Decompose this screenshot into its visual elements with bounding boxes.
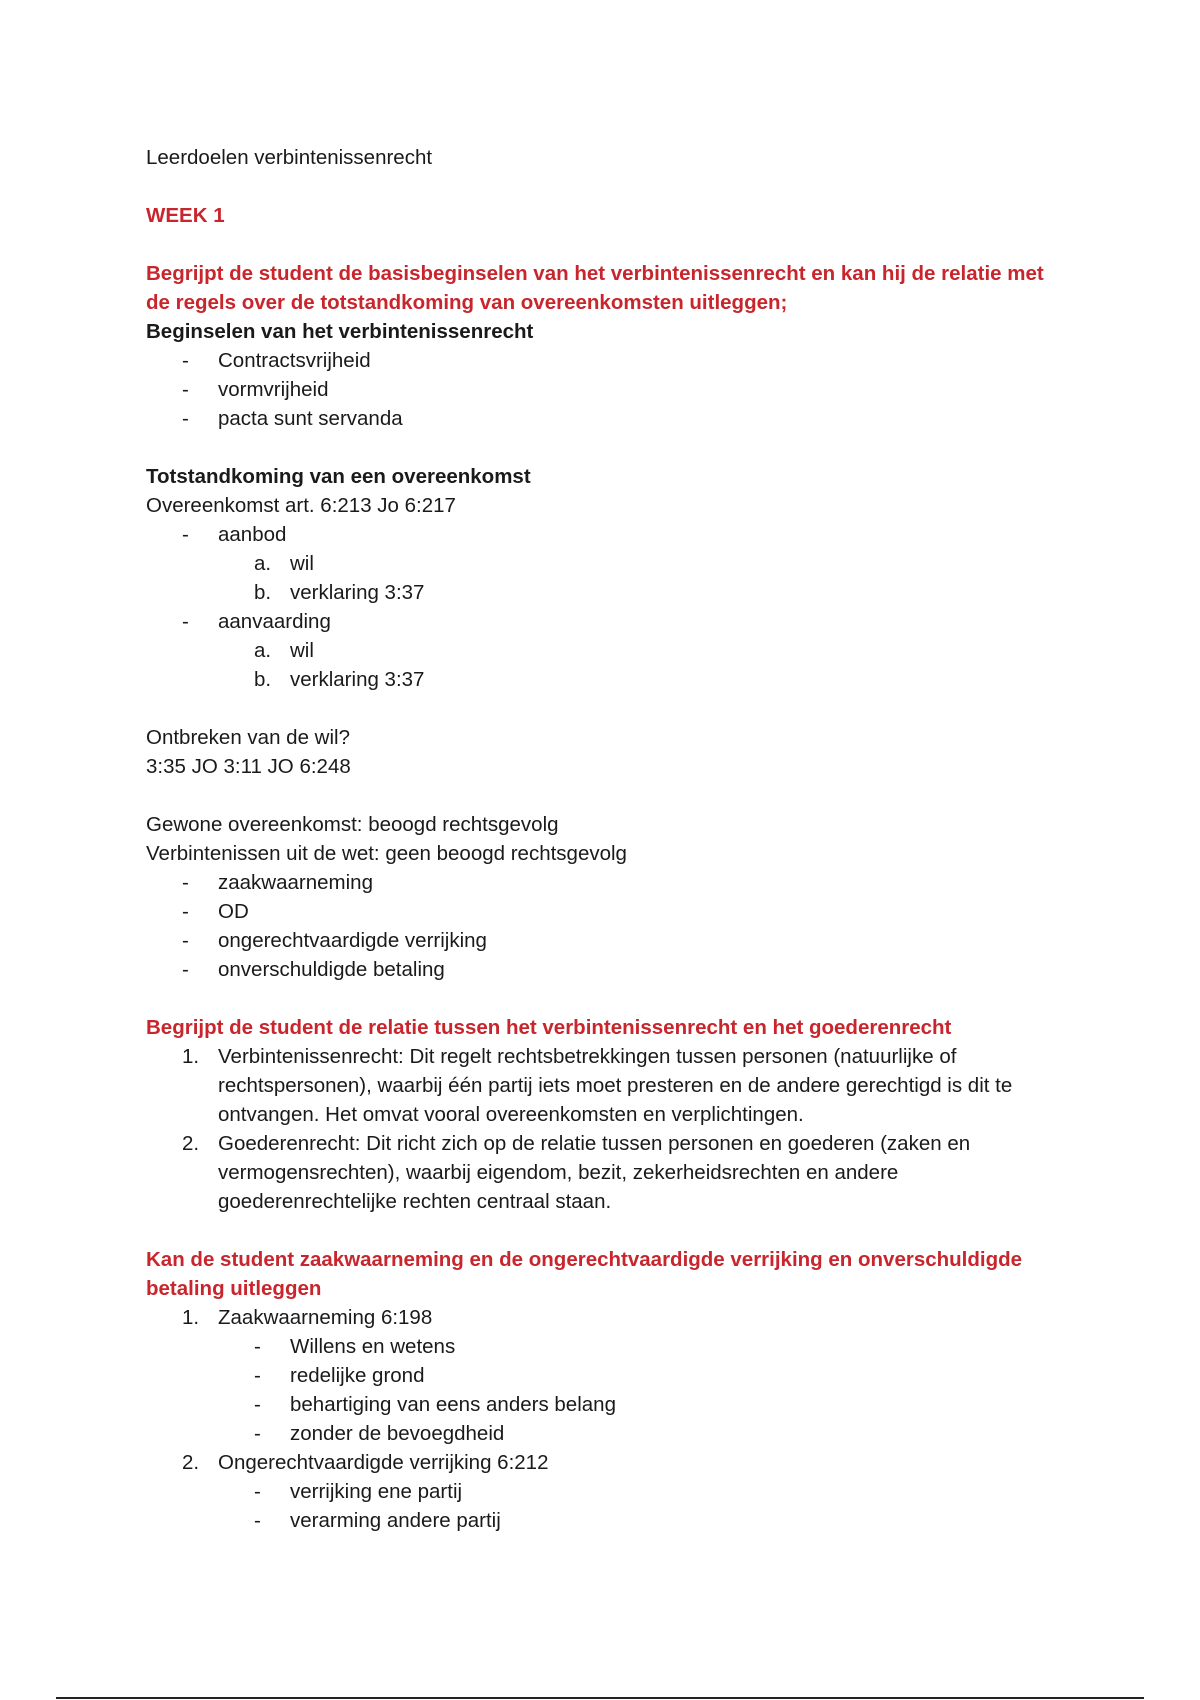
numbered-item: 2. Ongerechtvaardigde verrijking 6:212: [182, 1451, 549, 1474]
sub-list-item: a. wil: [254, 552, 314, 575]
list-item: - ongerechtvaardigde verrijking: [182, 929, 487, 952]
list-item: - onverschuldigde betaling: [182, 958, 445, 981]
document-page: [146, 143, 1066, 1535]
sub-list-item: - Willens en wetens: [254, 1335, 456, 1358]
sub-list-item: - behartiging van eens anders belang: [254, 1393, 616, 1416]
formation-subheading: Totstandkoming van een overeenkomst: [146, 465, 531, 488]
page-bottom-rule: [56, 1697, 1144, 1699]
goal2-heading: Begrijpt de student de relatie tussen het verbintenissenrecht en het goederenrecht: [146, 1016, 952, 1039]
formation-reference: Overeenkomst art. 6:213 Jo 6:217: [146, 494, 456, 517]
list-item: - aanvaarding: [182, 610, 331, 633]
law-obligations-line: Verbintenissen uit de wet: geen beoogd rechtsgevolg: [146, 842, 627, 865]
sub-list-item: a. wil: [254, 639, 314, 662]
week-heading: WEEK 1: [146, 204, 225, 227]
list-item: - Contractsvrijheid: [182, 349, 371, 372]
sub-list-item: - verrijking ene partij: [254, 1480, 463, 1503]
sub-list-item: b. verklaring 3:37: [254, 581, 425, 604]
sub-list-item: - zonder de bevoegdheid: [254, 1422, 505, 1445]
document-title: Leerdoelen verbintenissenrecht: [146, 146, 433, 169]
goal3-heading: Kan de student zaakwaarneming en de ongerechtvaardigde verrijking en onverschuldigde betaling uitleggen: [146, 1248, 1023, 1300]
list-item: - zaakwaarneming: [182, 871, 373, 894]
principles-subheading: Beginselen van het verbintenissenrecht: [146, 320, 534, 343]
list-item: - vormvrijheid: [182, 378, 329, 401]
numbered-item: 1. Verbintenissenrecht: Dit regelt rechtsbetrekkingen tussen personen (natuurlijke of rechtspersonen), waarbij één partij iets moet presteren en de andere gerechtigd is dit te ontvangen. Het omvat vooral overeenkomsten en verplichtingen.: [182, 1045, 1013, 1126]
sub-list-item: - verarming andere partij: [254, 1509, 501, 1532]
list-item: - OD: [182, 900, 249, 923]
goal1-heading: Begrijpt de student de basisbeginselen van het verbintenissenrecht en kan hij de relatie met de regels over de totstandkoming van overeenkomsten uitleggen;: [146, 262, 1044, 314]
list-item: - pacta sunt servanda: [182, 407, 403, 430]
numbered-item: 2. Goederenrecht: Dit richt zich op de relatie tussen personen en goederen (zaken en vermogensrechten), waarbij eigendom, bezit, zekerheidsrechten en andere goederenrechtelijke rechten centraal staan.: [182, 1132, 971, 1213]
list-item: - aanbod: [182, 523, 287, 546]
sub-list-item: - redelijke grond: [254, 1364, 425, 1387]
missing-will-reference: 3:35 JO 3:11 JO 6:248: [146, 755, 351, 778]
sub-list-item: b. verklaring 3:37: [254, 668, 425, 691]
missing-will-question: Ontbreken van de wil?: [146, 726, 350, 749]
numbered-item: 1. Zaakwaarneming 6:198: [182, 1306, 433, 1329]
normal-contract-line: Gewone overeenkomst: beoogd rechtsgevolg: [146, 813, 559, 836]
